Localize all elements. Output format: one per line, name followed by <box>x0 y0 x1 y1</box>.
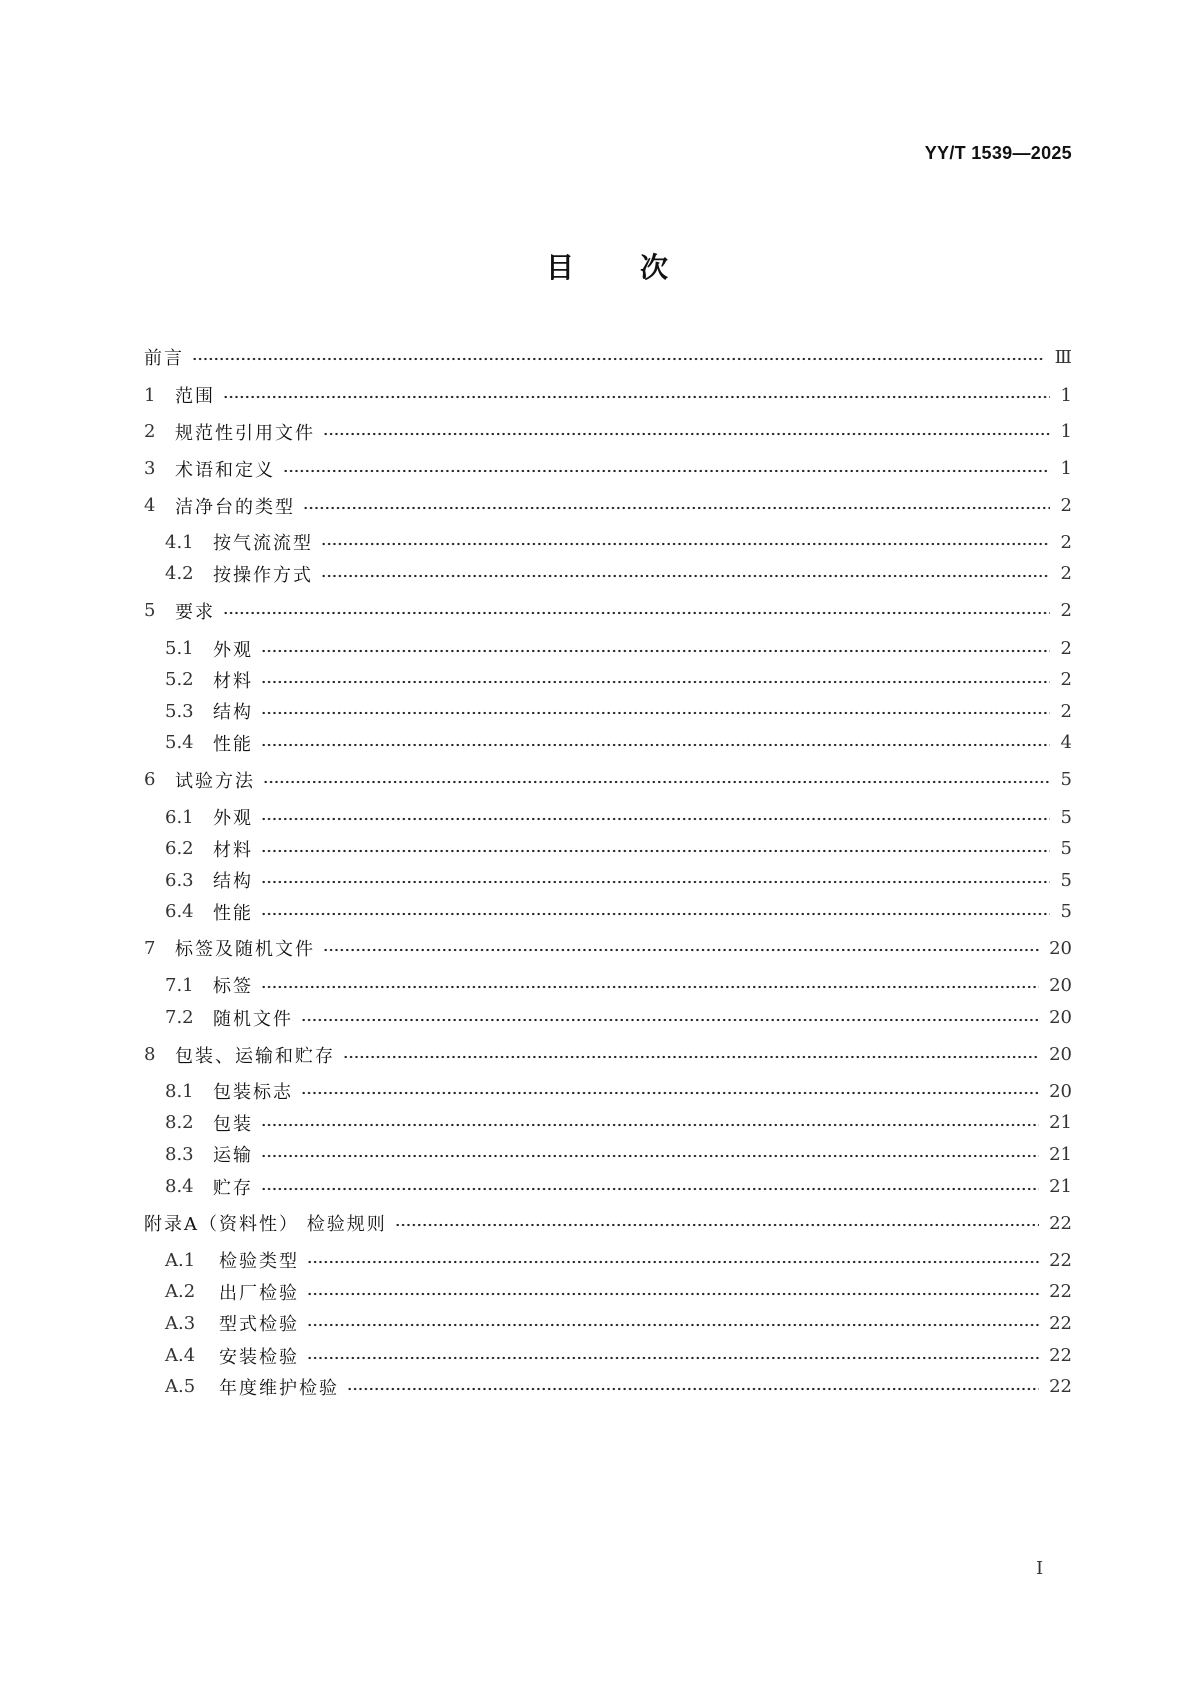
toc-entry-number: 3 <box>144 458 156 480</box>
toc-entry-title: 范围 <box>175 386 215 408</box>
toc-entry-page: 22 <box>1049 1312 1072 1334</box>
toc-entry[interactable] <box>144 1174 1072 1200</box>
toc-entry[interactable] <box>144 1078 1072 1104</box>
dot-leader <box>261 985 1039 989</box>
toc-entry-page: 21 <box>1049 1176 1072 1198</box>
dot-leader <box>261 1187 1039 1191</box>
toc-entry-title: 贮存 <box>213 1177 253 1199</box>
dot-leader <box>261 817 1050 821</box>
toc-entry[interactable] <box>144 456 1072 482</box>
toc-entry[interactable] <box>144 1141 1072 1167</box>
toc-entry[interactable] <box>144 730 1072 756</box>
toc-entry-number: 7.2 <box>165 1007 194 1029</box>
dot-leader <box>192 357 1045 361</box>
toc-entry-title: 要求 <box>175 601 215 623</box>
toc-entry[interactable] <box>144 1110 1072 1136</box>
toc-entry-title: 运输 <box>213 1145 253 1167</box>
dot-leader <box>283 469 1050 473</box>
toc-entry-title: 按操作方式 <box>213 564 313 586</box>
toc-entry-page: 5 <box>1060 901 1072 923</box>
dot-leader <box>223 395 1050 399</box>
toc-entry[interactable] <box>144 344 1072 370</box>
toc-entry-title: 外观 <box>213 808 253 830</box>
toc-entry-page: 20 <box>1049 974 1072 996</box>
toc-entry[interactable] <box>144 1042 1072 1068</box>
toc-entry[interactable] <box>144 667 1072 693</box>
toc-entry-number: A.3 <box>165 1312 196 1334</box>
toc-entry-title: 前言 <box>144 348 184 370</box>
toc-entry-page: 20 <box>1049 1007 1072 1029</box>
dot-leader <box>261 711 1050 715</box>
dot-leader <box>395 1223 1039 1227</box>
toc-entry-number: 7 <box>144 937 156 959</box>
toc-entry[interactable] <box>144 867 1072 893</box>
page-title-char-1: 目 <box>546 251 575 284</box>
toc-entry-page: 22 <box>1049 1249 1072 1271</box>
toc-entry[interactable] <box>144 1210 1072 1236</box>
toc-entry-number: A.4 <box>165 1345 196 1367</box>
toc-entry-number: 4 <box>144 495 156 517</box>
toc-entry[interactable] <box>144 382 1072 408</box>
page-title-char-2: 次 <box>640 251 669 284</box>
dot-leader <box>321 574 1050 578</box>
toc-entry[interactable] <box>144 529 1072 555</box>
toc-entry-number: 8.1 <box>165 1080 194 1102</box>
toc-entry[interactable] <box>144 598 1072 624</box>
dot-leader <box>321 542 1050 546</box>
toc-entry-number: A.1 <box>165 1249 196 1271</box>
toc-entry[interactable] <box>144 1374 1072 1400</box>
toc-entry-page: 5 <box>1060 869 1072 891</box>
toc-entry-title: 按气流流型 <box>213 533 313 555</box>
toc-entry-number: 5.1 <box>165 638 194 660</box>
page-folio: I <box>1036 1558 1044 1579</box>
toc-entry-title: 性能 <box>213 902 253 924</box>
toc-entry-page: 22 <box>1049 1281 1072 1303</box>
toc-entry-page: 1 <box>1060 421 1072 443</box>
toc-entry[interactable] <box>144 935 1072 961</box>
toc-entry-title: 术语和定义 <box>175 459 275 481</box>
toc-entry-title: 材料 <box>213 839 253 861</box>
toc-entry-number: A.2 <box>165 1281 196 1303</box>
toc-entry-page: 20 <box>1049 1080 1072 1102</box>
dot-leader <box>263 780 1050 784</box>
toc-entry-title: 标签及随机文件 <box>175 939 315 961</box>
toc-entry-title: 型式检验 <box>219 1314 299 1336</box>
toc-entry-page: 5 <box>1060 806 1072 828</box>
dot-leader <box>303 506 1050 510</box>
dot-leader <box>261 912 1050 916</box>
toc-entry[interactable] <box>144 1005 1072 1031</box>
toc-entry-number: 8.4 <box>165 1176 194 1198</box>
toc-entry-page: 2 <box>1060 495 1072 517</box>
toc-entry-title: 安装检验 <box>219 1346 299 1368</box>
toc-entry-page: 21 <box>1049 1143 1072 1165</box>
toc-entry[interactable] <box>144 698 1072 724</box>
toc-entry-title: 结构 <box>213 702 253 724</box>
toc-entry-page: 20 <box>1049 1044 1072 1066</box>
dot-leader <box>323 432 1050 436</box>
toc-entry[interactable] <box>144 804 1072 830</box>
toc-entry-page: Ⅲ <box>1054 346 1072 368</box>
toc-entry-number: 4.1 <box>165 531 194 553</box>
toc-entry-page: 2 <box>1060 600 1072 622</box>
toc-entry-page: 2 <box>1060 531 1072 553</box>
toc-entry-title: 外观 <box>213 639 253 661</box>
dot-leader <box>307 1323 1039 1327</box>
toc-entry-page: 22 <box>1049 1345 1072 1367</box>
dot-leader <box>323 948 1039 952</box>
toc-entry[interactable] <box>144 1247 1072 1273</box>
toc-entry-number: 2 <box>144 421 156 443</box>
toc-entry-page: 20 <box>1049 937 1072 959</box>
toc-entry[interactable] <box>144 1310 1072 1336</box>
dot-leader <box>307 1260 1039 1264</box>
dot-leader <box>347 1387 1039 1391</box>
toc-entry[interactable] <box>144 972 1072 998</box>
toc-entry-number: 7.1 <box>165 974 194 996</box>
toc-entry-page: 2 <box>1060 669 1072 691</box>
toc-entry-title: 性能 <box>213 733 253 755</box>
dot-leader <box>261 1154 1039 1158</box>
toc-entry-number: 8 <box>144 1044 156 1066</box>
dot-leader <box>261 880 1050 884</box>
dot-leader <box>307 1356 1039 1360</box>
toc-entry-title: 附录A（资料性） 检验规则 <box>144 1214 387 1236</box>
toc-entry-title: 材料 <box>213 670 253 692</box>
toc-entry-number: 6.2 <box>165 838 194 860</box>
toc-entry-number: 6.4 <box>165 901 194 923</box>
toc-entry[interactable] <box>144 767 1072 793</box>
toc-entry-page: 1 <box>1060 458 1072 480</box>
toc-entry-number: 1 <box>144 384 156 406</box>
toc-entry-title: 标签 <box>213 976 253 998</box>
toc-entry-page: 22 <box>1049 1212 1072 1234</box>
toc-entry-number: 5.2 <box>165 669 194 691</box>
toc-entry-title: 年度维护检验 <box>219 1377 339 1399</box>
toc-entry-number: 6.1 <box>165 806 194 828</box>
toc-entry-number: 5.4 <box>165 732 194 754</box>
toc-entry-page: 5 <box>1060 838 1072 860</box>
toc-entry-page: 2 <box>1060 638 1072 660</box>
toc-entry-title: 规范性引用文件 <box>175 422 315 444</box>
toc-entry-page: 2 <box>1060 563 1072 585</box>
toc-entry-page: 22 <box>1049 1376 1072 1398</box>
toc-entry-title: 包装、运输和贮存 <box>175 1045 335 1067</box>
dot-leader <box>343 1055 1039 1059</box>
toc-entry-title: 试验方法 <box>175 770 255 792</box>
toc-entry-page: 21 <box>1049 1112 1072 1134</box>
dot-leader <box>261 743 1050 747</box>
toc-entry[interactable] <box>144 836 1072 862</box>
toc-entry[interactable] <box>144 899 1072 925</box>
dot-leader <box>261 1123 1039 1127</box>
dot-leader <box>261 649 1050 653</box>
toc-entry[interactable] <box>144 1279 1072 1305</box>
toc-entry[interactable] <box>144 1343 1072 1369</box>
dot-leader <box>301 1091 1039 1095</box>
toc-entry-number: 6 <box>144 769 156 791</box>
toc-entry-title: 随机文件 <box>213 1008 293 1030</box>
toc-entry[interactable] <box>144 561 1072 587</box>
toc-entry[interactable] <box>144 493 1072 519</box>
dot-leader <box>223 611 1050 615</box>
toc-entry-title: 包装 <box>213 1113 253 1135</box>
dot-leader <box>307 1292 1039 1296</box>
dot-leader <box>261 680 1050 684</box>
toc-entry-title: 包装标志 <box>213 1082 293 1104</box>
toc-entry[interactable] <box>144 419 1072 445</box>
toc-entry-number: 5.3 <box>165 700 194 722</box>
toc-entry-number: A.5 <box>165 1376 196 1398</box>
dot-leader <box>261 849 1050 853</box>
dot-leader <box>301 1018 1039 1022</box>
toc-entry-title: 检验类型 <box>219 1251 299 1273</box>
toc-entry-number: 6.3 <box>165 869 194 891</box>
toc-entry-number: 8.2 <box>165 1112 194 1134</box>
toc-entry-number: 5 <box>144 600 156 622</box>
toc-entry-number: 8.3 <box>165 1143 194 1165</box>
toc-entry-page: 5 <box>1060 769 1072 791</box>
toc-entry-title: 洁净台的类型 <box>175 496 295 518</box>
toc-entry[interactable] <box>144 636 1072 662</box>
toc-entry-title: 出厂检验 <box>219 1282 299 1304</box>
toc-entry-number: 4.2 <box>165 563 194 585</box>
toc-entry-page: 2 <box>1060 700 1072 722</box>
toc-entry-page: 4 <box>1060 732 1072 754</box>
toc-entry-title: 结构 <box>213 871 253 893</box>
standard-number: YY/T 1539—2025 <box>924 143 1072 163</box>
toc-entry-page: 1 <box>1060 384 1072 406</box>
